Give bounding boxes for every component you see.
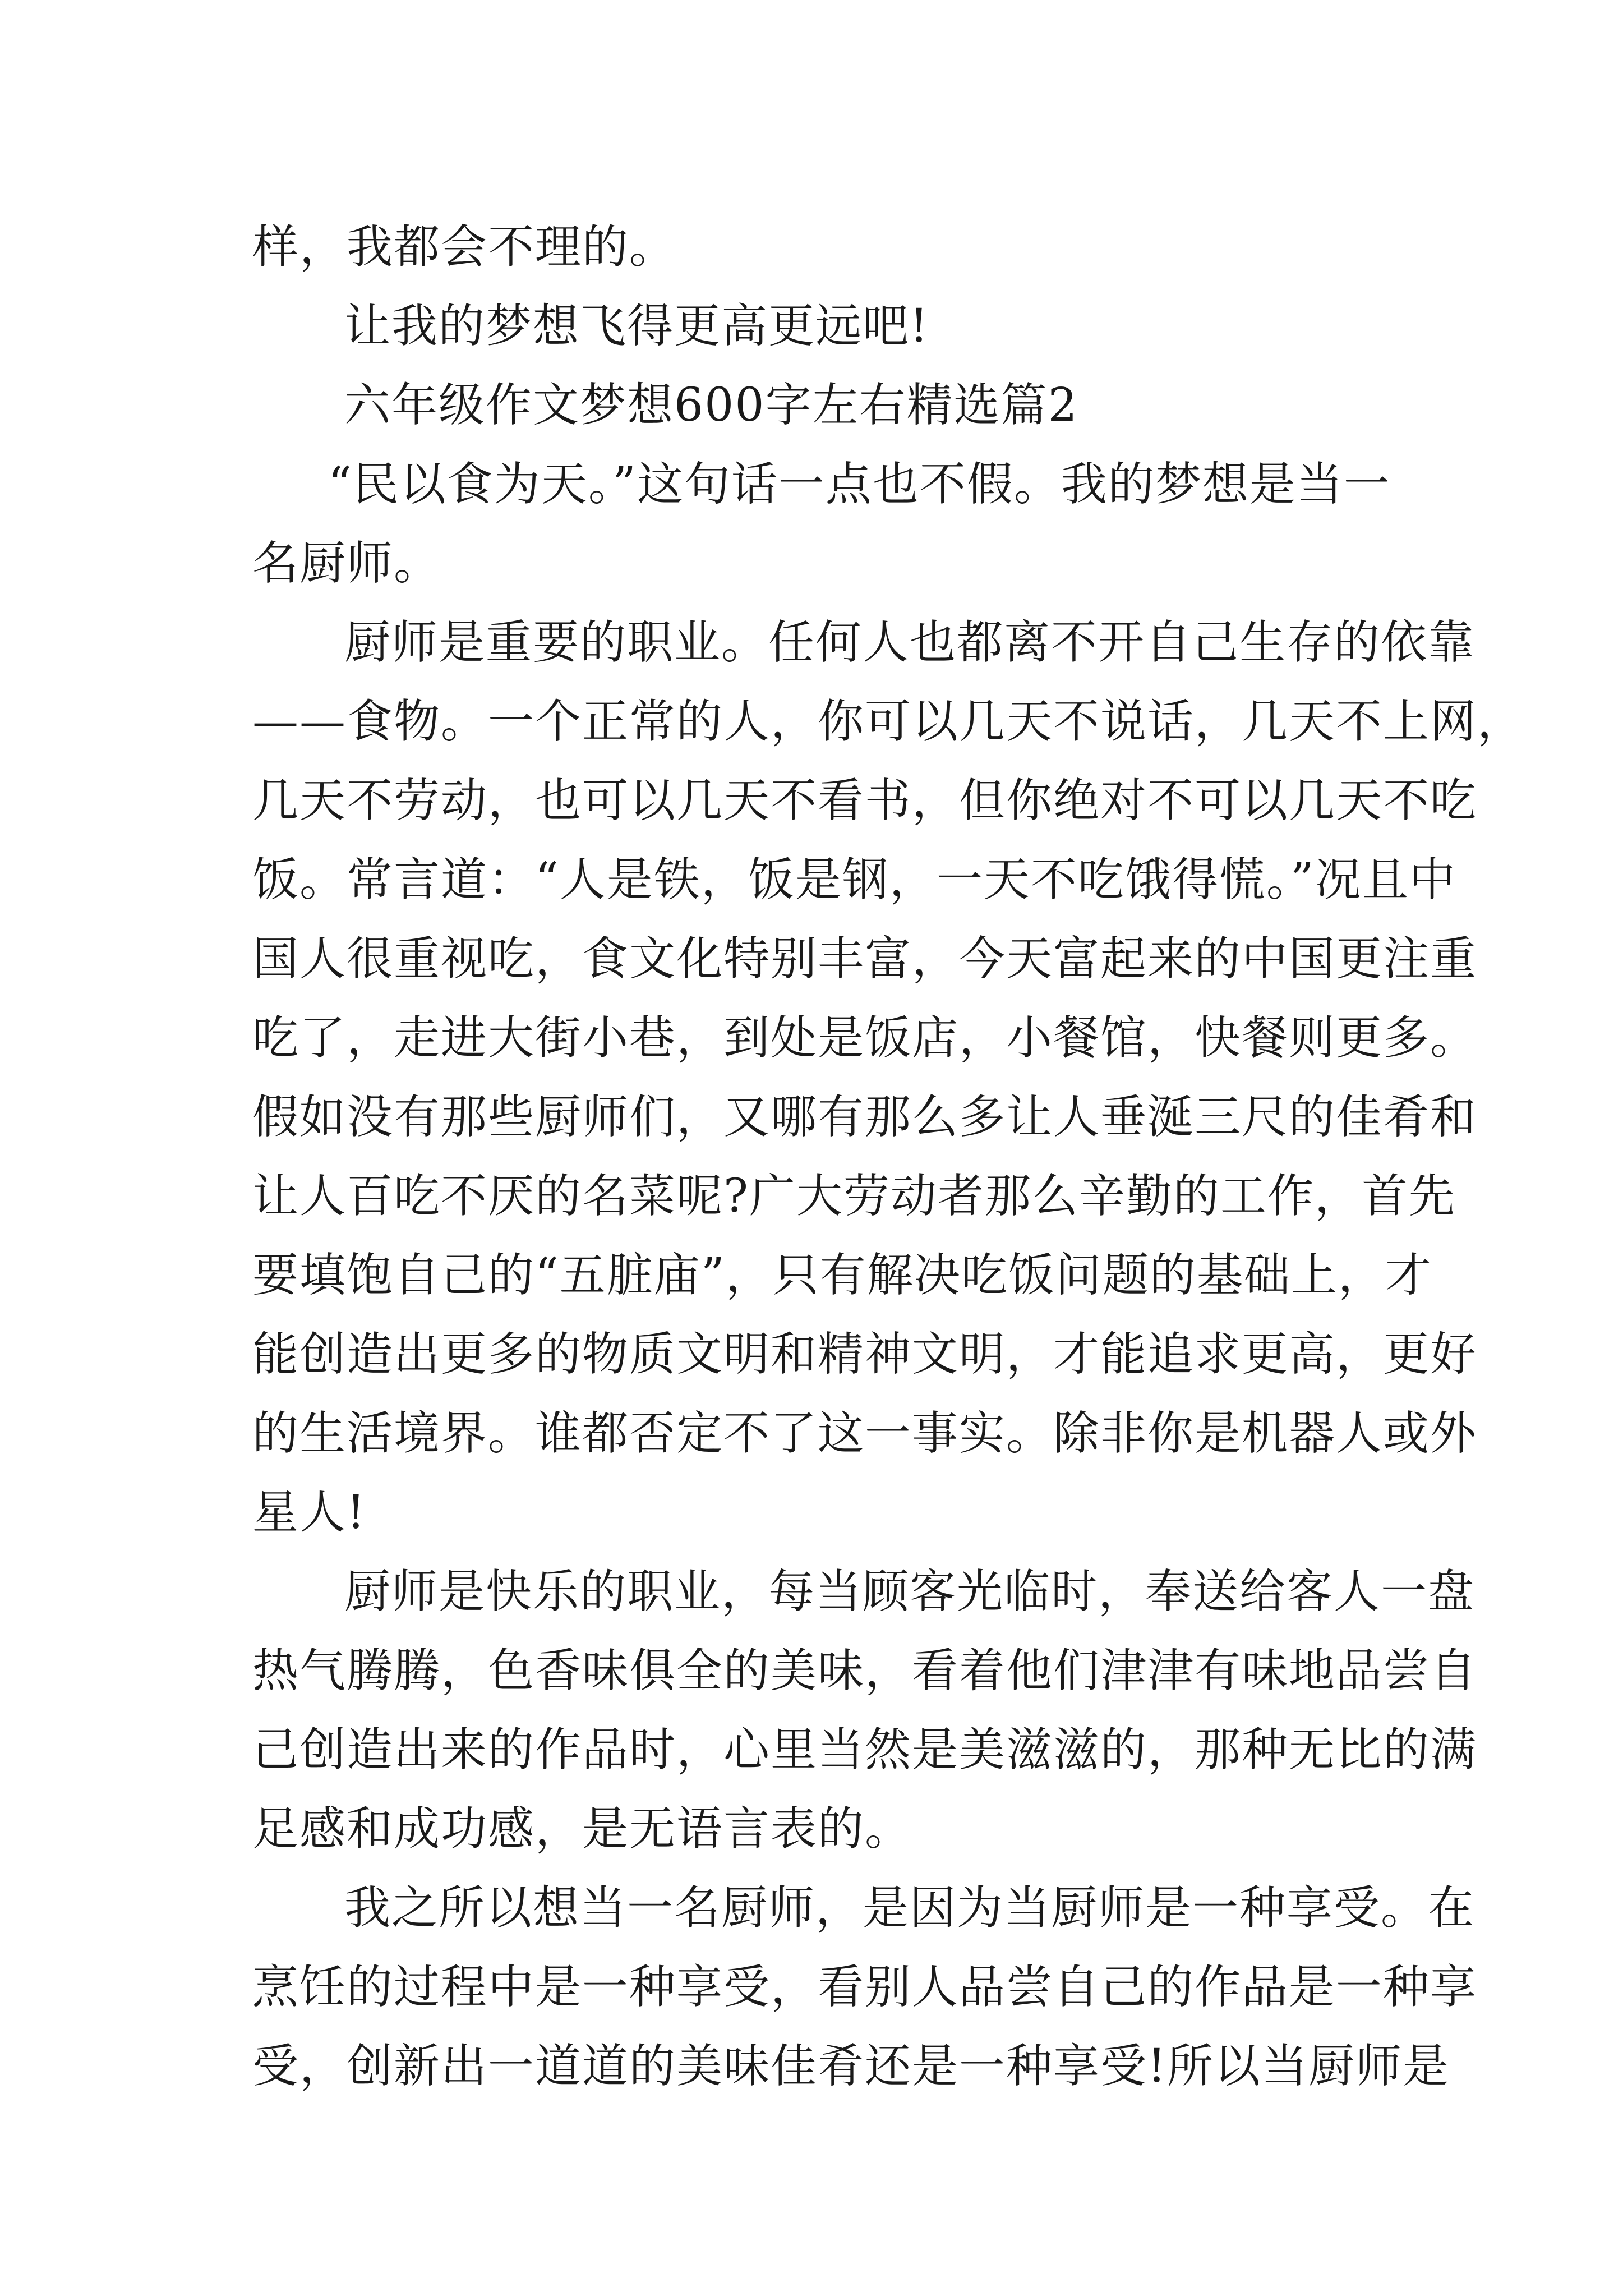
paragraph-happy-job — [252, 1552, 1478, 1869]
text-line: 己创造出来的作品时，心里当然是美滋滋的，那种无比的满 — [252, 1723, 1478, 1777]
text-line: 星人! — [252, 1486, 366, 1539]
text-line: 几天不劳动，也可以几天不看书，但你绝对不可以几天不吃 — [252, 774, 1478, 827]
text-line: 让人百吃不厌的名菜呢?广大劳动者那么辛勤的工作，首先 — [252, 1170, 1456, 1223]
paragraph-intro — [252, 445, 1391, 603]
text-line: 厨师是快乐的职业，每当顾客光临时，奉送给客人一盘 — [344, 1565, 1476, 1618]
text-line: 饭。常言道：“人是铁，饭是钢，一天不吃饿得慌。”况且中 — [252, 853, 1456, 907]
heading-line: 六年级作文梦想600字左右精选篇2 — [344, 379, 1078, 432]
text-line: 热气腾腾，色香味俱全的美味，看着他们津津有味地品尝自 — [252, 1644, 1478, 1697]
text-line: 要填饱自己的“五脏庙”，只有解决吃饭问题的基础上，才 — [252, 1249, 1432, 1302]
text-line: 的生活境界。谁都否定不了这一事实。除非你是机器人或外 — [252, 1407, 1478, 1460]
text-line: 样，我都会不理的。 — [252, 220, 677, 274]
text-line: 名厨师。 — [252, 537, 441, 590]
text-line: 厨师是重要的职业。任何人也都离不开自己生存的依靠 — [344, 616, 1476, 669]
text-line: 能创造出更多的物质文明和精神文明，才能追求更高，更好 — [252, 1328, 1478, 1381]
text-line: 国人很重视吃，食文化特别丰富，今天富起来的中国更注重 — [252, 932, 1478, 986]
text-line: ——食物。一个正常的人，你可以几天不说话，几天不上网， — [252, 695, 1525, 748]
text-line: 烹饪的过程中是一种享受，看别人品尝自己的作品是一种享 — [252, 1961, 1478, 2014]
text-line: “民以食为天。”这句话一点也不假。我的梦想是当一 — [328, 458, 1391, 511]
document-body — [252, 208, 1525, 2106]
paragraph-dream-fly — [252, 287, 1385, 366]
paragraph-enjoyment — [252, 1869, 1478, 2106]
paragraph-continuation — [252, 208, 1385, 287]
text-line: 受，创新出一道道的美味佳肴还是一种享受!所以当厨师是 — [252, 2040, 1450, 2093]
text-line: 吃了，走进大街小巷，到处是饭店，小餐馆，快餐则更多。 — [252, 1011, 1478, 1065]
section-heading — [252, 366, 1385, 445]
text-line: 我之所以想当一名厨师，是因为当厨师是一种享受。在 — [344, 1881, 1476, 1935]
text-line: 足感和成功感，是无语言表的。 — [252, 1802, 912, 1856]
text-line: 假如没有那些厨师们，又哪有那么多让人垂涎三尺的佳肴和 — [252, 1091, 1478, 1144]
text-line: 让我的梦想飞得更高更远吧! — [344, 300, 929, 353]
paragraph-important-job — [252, 603, 1525, 1552]
